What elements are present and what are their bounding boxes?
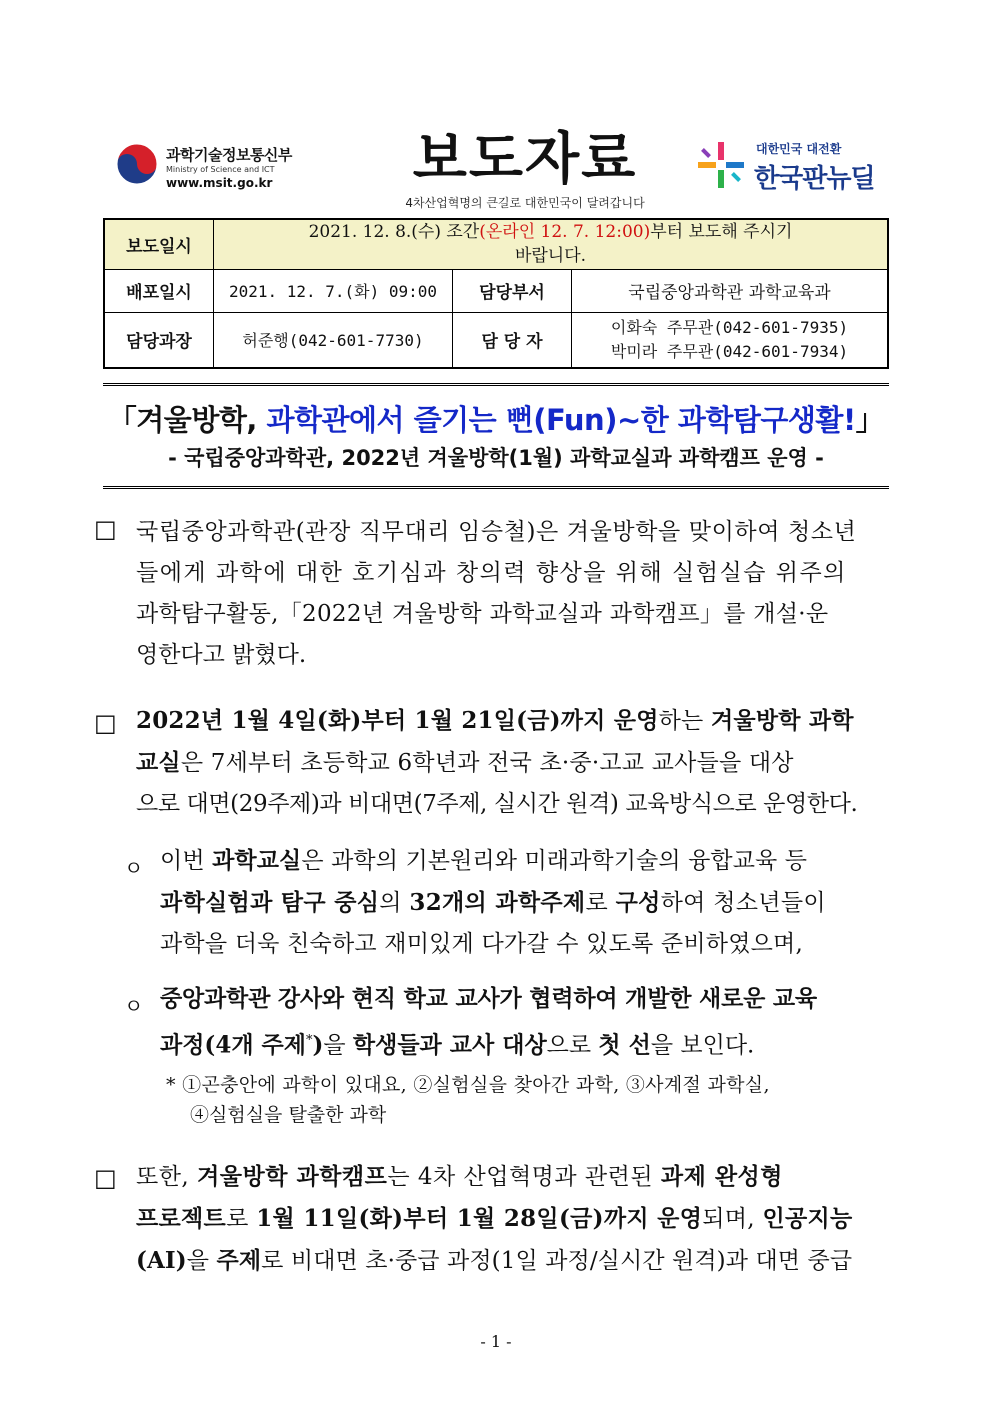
p5-ai: 인공지능	[762, 1205, 853, 1232]
department-label: 담당부서	[453, 269, 572, 312]
p4-text: 을	[323, 1032, 353, 1059]
paragraph-3	[160, 840, 896, 965]
staff-label: 담 당 자	[453, 312, 572, 368]
p3-topics: 32개의 과학주제	[409, 889, 586, 916]
p3-text: 이번	[160, 848, 213, 874]
p2-target-text: 은 7세부터 초등학교 6학년과 전국 초·중·고교 교사들을 대상	[180, 750, 794, 776]
page-number: - 1 -	[480, 1332, 512, 1351]
new-deal-tagline: 대한민국 대전환	[756, 142, 842, 156]
staff-contact-1: 이화숙 주무관(042-601-7935)	[610, 317, 849, 337]
paragraph-5-line-2	[136, 1198, 896, 1240]
release-date-tail: 부터 보도해 주시기	[650, 222, 793, 243]
paragraph-1-line: 과학탐구활동,「2022년 겨울방학 과학교실과 과학캠프」를 개설·운	[136, 601, 829, 627]
p4-course-close: )	[312, 1031, 324, 1059]
p5-text: 을	[186, 1248, 217, 1274]
headline	[103, 398, 889, 439]
p4-footnote-mark: *	[305, 1033, 313, 1048]
p5-text: 되며,	[702, 1206, 763, 1232]
paragraph-5	[136, 1156, 896, 1282]
p4-text: 으로	[546, 1032, 599, 1059]
release-online-time: (온라인 12. 7. 12:00)	[479, 222, 651, 243]
p5-text: 로 비대면 초·중급 과정(1일 과정/실시간 원격)과 대면 중급	[261, 1248, 853, 1274]
paragraph-2-line-2	[136, 742, 896, 784]
paragraph-5-line-1	[136, 1156, 896, 1198]
p3-text: 하여 청소년들이	[660, 890, 826, 916]
p3-text: 은 과학의 기본원리와 미래과학기술의 융합교육 등	[301, 848, 808, 874]
release-date-text: 2021. 12. 8.(수) 조간	[308, 222, 480, 243]
paragraph-4-line-1	[160, 978, 896, 1020]
paragraph-3-line-1	[160, 840, 896, 882]
square-bullet: □	[94, 515, 117, 543]
p4-text: 을 보인다.	[650, 1032, 755, 1059]
p3-text: 로	[585, 890, 616, 916]
distribution-label: 배포일시	[104, 269, 214, 312]
p5-text: 로	[226, 1206, 257, 1232]
p4-target: 학생들과 교사 대상	[352, 1031, 547, 1059]
headline-part-3: 」	[855, 403, 885, 437]
release-date-cell	[214, 219, 889, 269]
taegeuk-icon	[116, 143, 158, 185]
p5-topic: 주제	[216, 1247, 262, 1274]
distribution-value: 2021. 12. 7.(화) 09:00	[214, 269, 453, 312]
p2-class-word: 교실	[136, 749, 181, 776]
paragraph-1	[136, 512, 896, 676]
p5-text: 는 4차 산업혁명과 관련된	[387, 1164, 661, 1190]
p2-winter-class: 겨울방학 과학	[711, 707, 854, 734]
chief-label: 담당과장	[104, 312, 214, 368]
p3-text: 의	[379, 890, 410, 916]
p4-course: 과정(4개 주제	[160, 1031, 306, 1059]
headline-box	[103, 383, 889, 489]
p4-debut: 첫 선	[598, 1031, 651, 1059]
paragraph-2-line-3: 으로 대면(29주제)과 비대면(7주제, 실시간 원격) 교육방식으로 운영한다.	[136, 791, 858, 817]
p5-ai-abbr: (AI)	[136, 1247, 187, 1274]
chief-value: 허준행(042-601-7730)	[214, 312, 453, 368]
ministry-logo	[116, 140, 316, 196]
paragraph-2	[136, 700, 896, 825]
slogan: 4차산업혁명의 큰길로 대한민국이 달려갑니다	[405, 196, 645, 210]
paragraph-5-line-3	[136, 1240, 896, 1282]
ministry-url: www.msit.go.kr	[166, 176, 273, 190]
paragraph-3-line-2	[160, 882, 896, 924]
footnote	[166, 1070, 896, 1130]
headline-part-2: 과학관에서 즐기는 뻔(Fun)~한 과학탐구생활!	[266, 403, 856, 437]
paragraph-2-line-1	[136, 700, 896, 742]
ministry-name: 과학기술정보통신부	[166, 146, 292, 164]
square-bullet: □	[94, 1164, 117, 1192]
circle-bullet: ㅇ	[124, 994, 144, 1018]
press-info-table	[103, 218, 889, 369]
p5-project: 프로젝트	[136, 1205, 227, 1232]
square-bullet: □	[94, 709, 117, 737]
p5-text: 또한,	[136, 1164, 198, 1190]
release-date-label: 보도일시	[104, 219, 214, 269]
new-deal-star-icon	[696, 140, 746, 190]
paragraph-4	[160, 978, 896, 1067]
document-title: 보도자료	[412, 127, 638, 192]
footnote-line-1: * ①곤충안에 과학이 있대요, ②실험실을 찾아간 과학, ③사계절 과학실,	[166, 1074, 770, 1096]
paragraph-3-line-3: 과학을 더욱 친숙하고 재미있게 다가갈 수 있도록 준비하였으며,	[160, 931, 803, 957]
subheadline: - 국립중앙과학관, 2022년 겨울방학(1월) 과학교실과 과학캠프 운영 -	[168, 446, 824, 470]
circle-bullet: ㅇ	[124, 856, 144, 880]
staff-contact-2: 박미라 주무관(042-601-7934)	[610, 341, 849, 361]
p2-text: 하는	[658, 708, 711, 734]
new-deal-title: 한국판뉴딜	[754, 164, 875, 194]
paragraph-4-line-2	[160, 1020, 896, 1067]
p3-focus: 과학실험과 탐구 중심	[160, 889, 380, 916]
p5-camp: 겨울방학 과학캠프	[197, 1163, 388, 1190]
headline-part-1: 「겨울방학,	[107, 403, 267, 437]
paragraph-1-line: 들에게 과학에 대한 호기심과 창의력 향상을 위해 실험실습 위주의	[136, 560, 847, 586]
footnote-line-2: ④실험실을 탈출한 과학	[190, 1104, 387, 1126]
new-deal-logo	[696, 136, 886, 196]
release-date-end: 바랍니다.	[514, 246, 587, 267]
p4-bold-text: 중앙과학관 강사와 현직 학교 교사가 협력하여 개발한 새로운 교육	[160, 985, 817, 1012]
department-value: 국립중앙과학관 과학교육과	[572, 269, 889, 312]
p3-science-class: 과학교실	[212, 847, 302, 874]
paragraph-1-line: 국립중앙과학관(관장 직무대리 임승철)은 겨울방학을 맞이하여 청소년	[136, 519, 857, 545]
paragraph-1-line: 영한다고 밝혔다.	[136, 642, 307, 668]
p5-schedule: 1월 11일(화)부터 1월 28일(금)까지 운영	[256, 1205, 703, 1232]
p2-schedule: 2022년 1월 4일(화)부터 1월 21일(금)까지 운영	[136, 707, 659, 734]
ministry-english-name: Ministry of Science and ICT	[166, 165, 275, 174]
p3-composed: 구성	[615, 889, 661, 916]
staff-value	[572, 312, 889, 368]
p5-project-type: 과제 완성형	[660, 1163, 783, 1190]
